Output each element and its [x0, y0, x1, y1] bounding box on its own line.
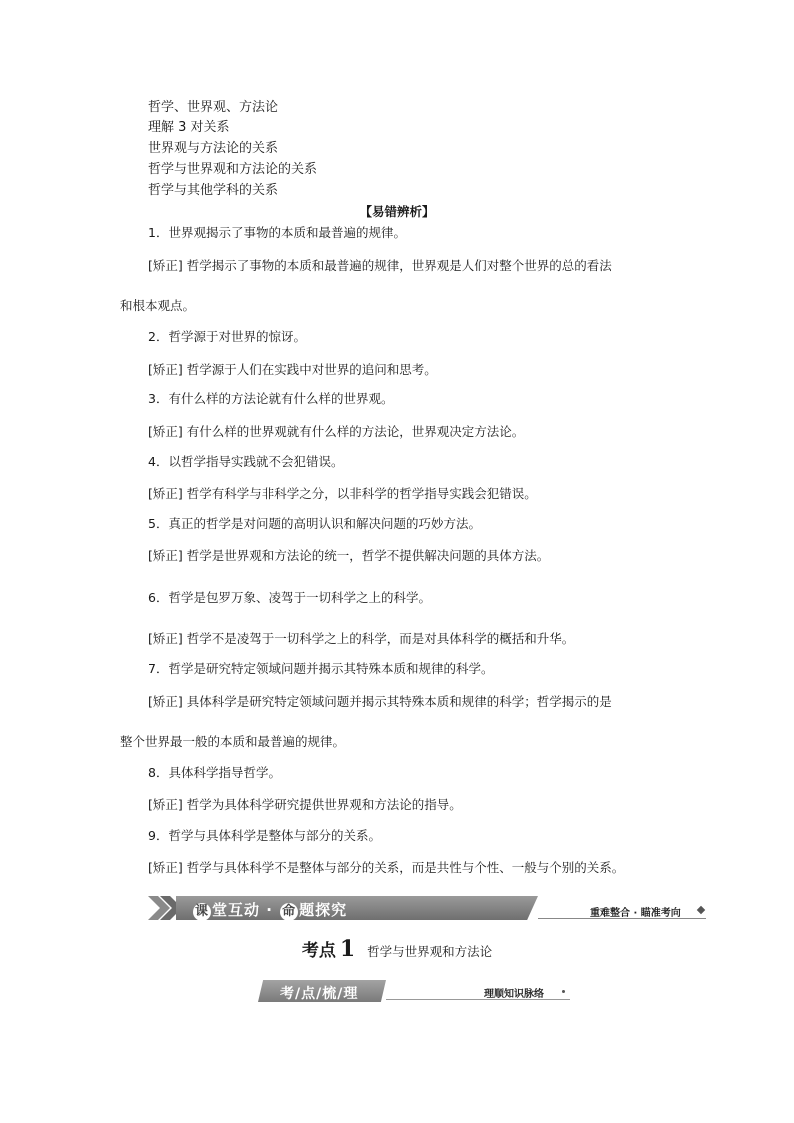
- topic-title: 哲学与世界观和方法论: [367, 944, 493, 959]
- correction: [矫正] 哲学有科学与非科学之分，以非科学的哲学指导实践会犯错误。: [148, 486, 537, 501]
- outline-line: 世界观与方法论的关系: [148, 141, 279, 156]
- topic-heading: [0, 936, 794, 962]
- topic-number: 1: [339, 936, 356, 962]
- topic-label: 考点: [301, 941, 336, 961]
- outline-line: 哲学、世界观、方法论: [148, 100, 279, 115]
- outline-line: 哲学与世界观和方法论的关系: [148, 162, 318, 177]
- banner-subtitle: 重难整合 · 瞄准考向: [590, 908, 681, 919]
- error-statement: 1．世界观揭示了事物的本质和最普遍的规律。: [148, 225, 406, 240]
- banner-title-part: 题探究: [299, 901, 348, 919]
- circled-char: 课: [194, 904, 209, 919]
- correction: [矫正] 哲学揭示了事物的本质和最普遍的规律，世界观是人们对整个世界的总的看法: [148, 258, 612, 273]
- diamond-icon: [697, 906, 705, 914]
- error-statement: 2．哲学源于对世界的惊讶。: [148, 329, 306, 344]
- error-statement: 9．哲学与具体科学是整体与部分的关系。: [148, 828, 381, 843]
- dot-icon: [562, 990, 565, 993]
- correction: [矫正] 哲学与具体科学不是整体与部分的关系，而是共性与个性、一般与个别的关系。: [148, 860, 625, 875]
- outline-line: 哲学与其他学科的关系: [148, 183, 279, 198]
- sub-banner: [258, 980, 578, 1002]
- error-statement: 6．哲学是包罗万象、凌驾于一切科学之上的科学。: [148, 590, 431, 605]
- correction: [矫正] 哲学不是凌驾于一切科学之上的科学，而是对具体科学的概括和升华。: [148, 631, 575, 646]
- errors-section-title: 【易错辨析】: [359, 204, 435, 219]
- banner-title-part: 堂互动 ·: [212, 901, 280, 919]
- outline-line: 理解 3 对关系: [148, 120, 230, 135]
- correction: [矫正] 哲学源于人们在实践中对世界的追问和思考。: [148, 362, 437, 377]
- correction: [矫正] 哲学为具体科学研究提供世界观和方法论的指导。: [148, 797, 462, 812]
- error-statement: 8．具体科学指导哲学。: [148, 765, 281, 780]
- correction: [矫正] 有什么样的世界观就有什么样的方法论，世界观决定方法论。: [148, 424, 525, 439]
- correction: [矫正] 哲学是世界观和方法论的统一，哲学不提供解决问题的具体方法。: [148, 548, 550, 563]
- section-banner: [148, 894, 708, 922]
- correction-continued: 和根本观点。: [120, 298, 196, 313]
- correction: [矫正] 具体科学是研究特定领域问题并揭示其特殊本质和规律的科学；哲学揭示的是: [148, 694, 612, 709]
- circled-char: 命: [282, 904, 297, 919]
- error-statement: 7．哲学是研究特定领域问题并揭示其特殊本质和规律的科学。: [148, 661, 494, 676]
- error-statement: 4．以哲学指导实践就不会犯错误。: [148, 454, 344, 469]
- banner-title: [192, 899, 347, 921]
- error-statement: 3．有什么样的方法论就有什么样的世界观。: [148, 391, 394, 406]
- sub-banner-subtitle: 理顺知识脉络: [484, 989, 544, 1000]
- correction-continued: 整个世界最一般的本质和最普遍的规律。: [120, 734, 346, 749]
- sub-banner-title: 考/点/梳/理: [280, 986, 359, 1002]
- error-statement: 5．真正的哲学是对问题的高明认识和解决问题的巧妙方法。: [148, 516, 481, 531]
